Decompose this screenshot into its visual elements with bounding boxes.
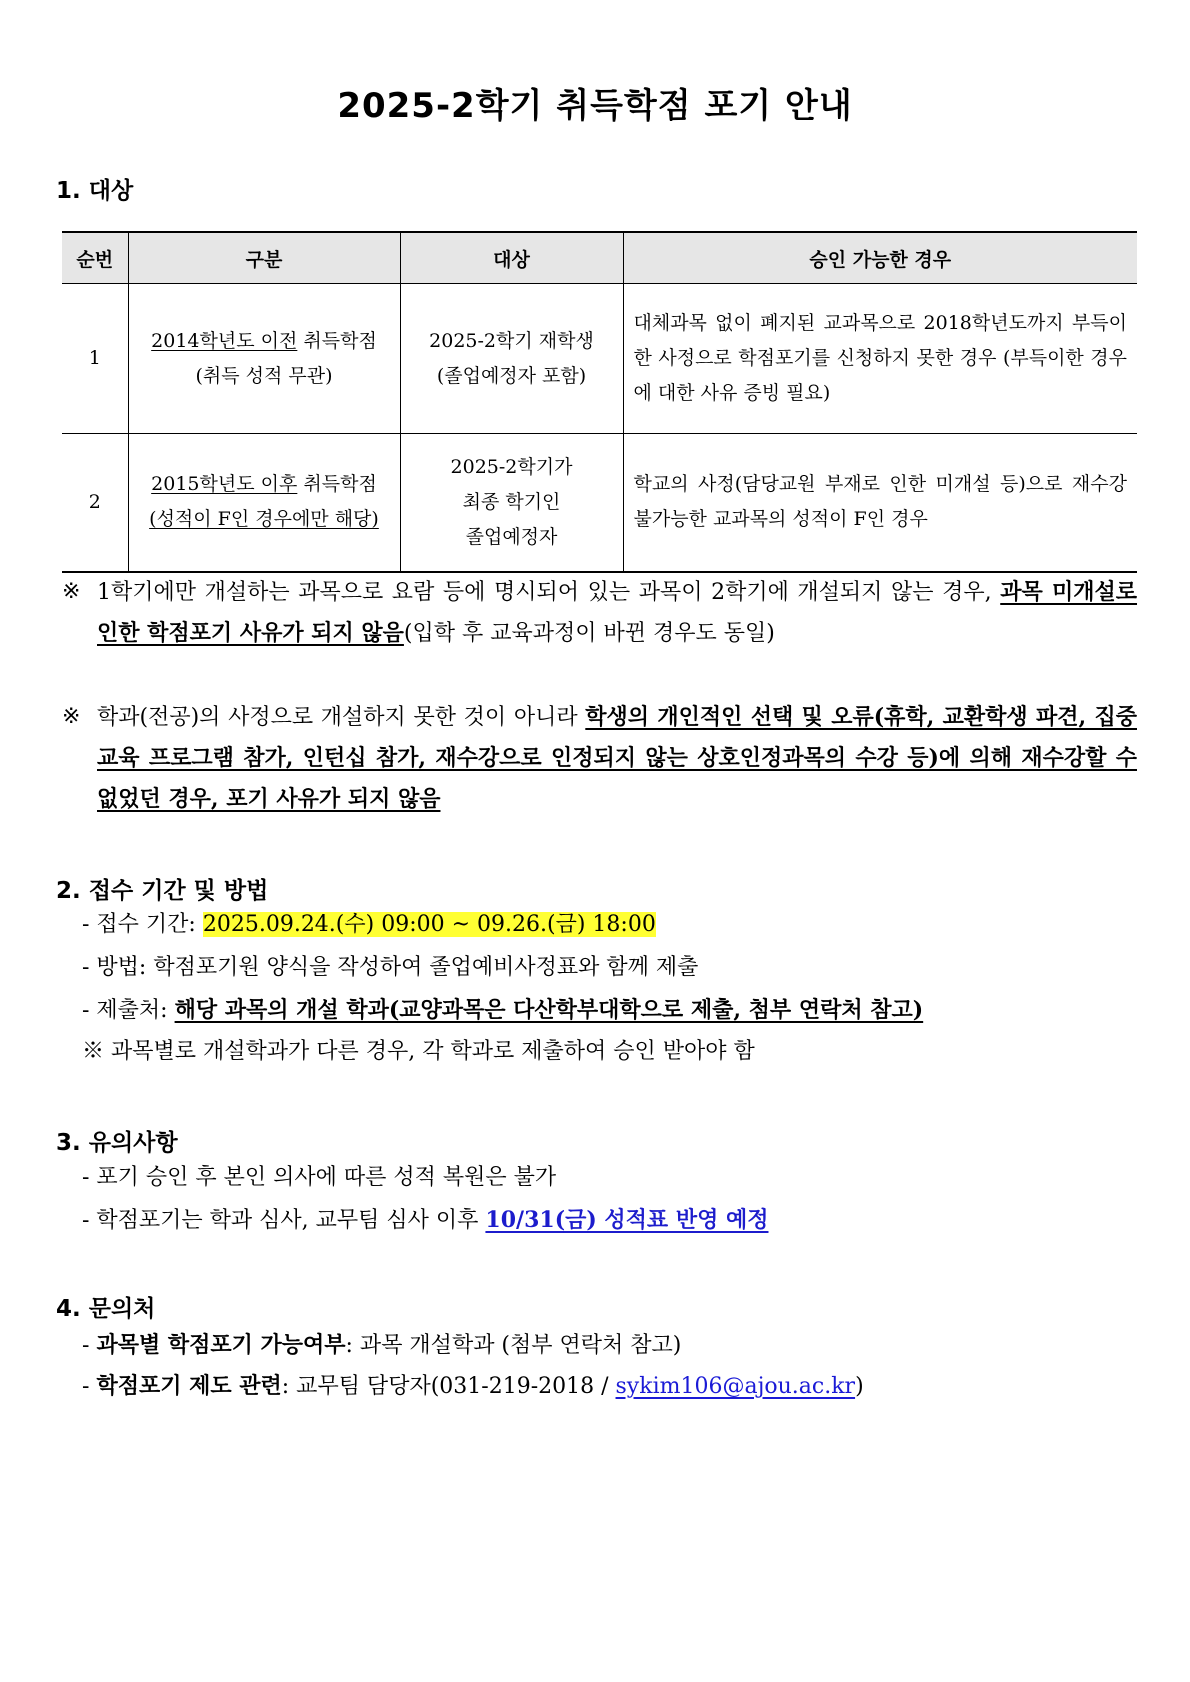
note-personal-choice: [62, 697, 1137, 820]
contact-text: ): [855, 1374, 864, 1399]
note-emphasis: 과목 미개설로 인한 학점포기 사유가 되지 않음: [97, 579, 1138, 646]
column-header: 승인 가능한 경우: [623, 232, 1137, 284]
table-header-row: [62, 232, 1137, 284]
row-number: 2: [62, 434, 128, 572]
category-text: 취득학점: [297, 329, 377, 352]
list-dash: -: [82, 1333, 97, 1358]
approval-case-cell: 대체과목 없이 폐지된 교과목으로 2018학년도까지 부득이한 사정으로 학점포기를 신청하지 못한 경우 (부득이한 경우에 대한 사유 증빙 필요): [623, 284, 1137, 434]
category-cell: [128, 284, 400, 434]
section-heading-cautions: 3. 유의사항: [56, 1130, 178, 1156]
target-cell: [400, 434, 623, 572]
section-heading-target: 1. 대상: [56, 178, 134, 204]
note-emphasis: 학생의 개인적인 선택 및 오류(휴학, 교환학생 파견, 집중교육 프로그램 참가, 인턴십 참가, 재수강으로 인정되지 않는 상호인정과목의 수강 등)에 의해 재수강할 수 없었던 경우, 포기 사유가 되지 않음: [97, 704, 1137, 812]
email-link[interactable]: sykim106@ajou.ac.kr: [615, 1374, 856, 1399]
eligibility-table: [62, 231, 1137, 573]
table-row: [62, 284, 1137, 434]
column-header: 대상: [400, 232, 623, 284]
category-subtext: (성적이 F인 경우에만 해당): [149, 508, 379, 531]
section-heading-contact: 4. 문의처: [56, 1296, 156, 1322]
submission-method: - 방법: 학점포기원 양식을 작성하여 졸업예비사정표와 함께 제출: [82, 955, 699, 980]
period-value: 2025.09.24.(수) 09:00 ~ 09.26.(금) 18:00: [202, 912, 656, 937]
note-text: (입학 후 교육과정이 바뀐 경우도 동일): [403, 621, 775, 646]
transcript-date: 10/31(금) 성적표 반영 예정: [485, 1207, 769, 1233]
caution-item: - 포기 승인 후 본인 의사에 따른 성적 복원은 불가: [82, 1165, 557, 1190]
target-cell: [400, 284, 623, 434]
contact-text: : 과목 개설학과 (첨부 연락처 참고): [345, 1333, 682, 1358]
period-label: - 접수 기간:: [82, 912, 203, 937]
submission-note: ※ 과목별로 개설학과가 다른 경우, 각 학과로 제출하여 승인 받아야 함: [82, 1039, 755, 1064]
category-cell: [128, 434, 400, 572]
approval-case-cell: 학교의 사정(담당교원 부재로 인한 미개설 등)으로 재수강 불가능한 교과목의 성적이 F인 경우: [623, 434, 1137, 572]
destination-label: - 제출처:: [82, 998, 175, 1023]
column-header: 순번: [62, 232, 128, 284]
category-year-label: 2015학년도 이후: [151, 473, 298, 496]
reference-mark: ※: [62, 704, 81, 729]
note-text: 학과(전공)의 사정으로 개설하지 못한 것이 아니라: [97, 705, 586, 730]
target-line: 2025-2학기가: [450, 455, 573, 478]
target-line: 졸업예정자: [465, 525, 558, 548]
target-line: 2025-2학기 재학생: [429, 329, 594, 352]
contact-item: [82, 1366, 864, 1407]
caution-item: [82, 1200, 769, 1241]
row-number: 1: [62, 284, 128, 434]
note-text: 1학기에만 개설하는 과목으로 요람 등에 명시되어 있는 과목이 2학기에 개설되지 않는 경우,: [97, 580, 1001, 605]
list-dash: -: [82, 1374, 97, 1399]
section-heading-period: 2. 접수 기간 및 방법: [56, 878, 269, 904]
category-year-label: 2014학년도 이전: [151, 329, 298, 352]
contact-label: 과목별 학점포기 가능여부: [96, 1332, 346, 1358]
contact-text: : 교무팀 담당자(031-219-2018 /: [281, 1374, 616, 1399]
contact-item: [82, 1325, 681, 1366]
submission-destination: [82, 990, 923, 1031]
submission-period: [82, 905, 656, 945]
caution-text: - 학점포기는 학과 심사, 교무팀 심사 이후: [82, 1208, 486, 1233]
column-header: 구분: [128, 232, 400, 284]
contact-label: 학점포기 제도 관련: [96, 1373, 282, 1399]
category-text: 취득학점: [297, 473, 377, 496]
target-line: (졸업예정자 포함): [436, 364, 587, 387]
category-subtext: (취득 성적 무관): [195, 364, 333, 387]
note-first-semester-courses: [62, 572, 1137, 654]
document-title: 2025-2학기 취득학점 포기 안내: [337, 86, 853, 126]
target-line: 최종 학기인: [462, 490, 561, 513]
reference-mark: ※: [62, 579, 81, 604]
table-row: [62, 434, 1137, 572]
destination-value: 해당 과목의 개설 학과(교양과목은 다산학부대학으로 제출, 첨부 연락처 참고): [174, 997, 924, 1023]
